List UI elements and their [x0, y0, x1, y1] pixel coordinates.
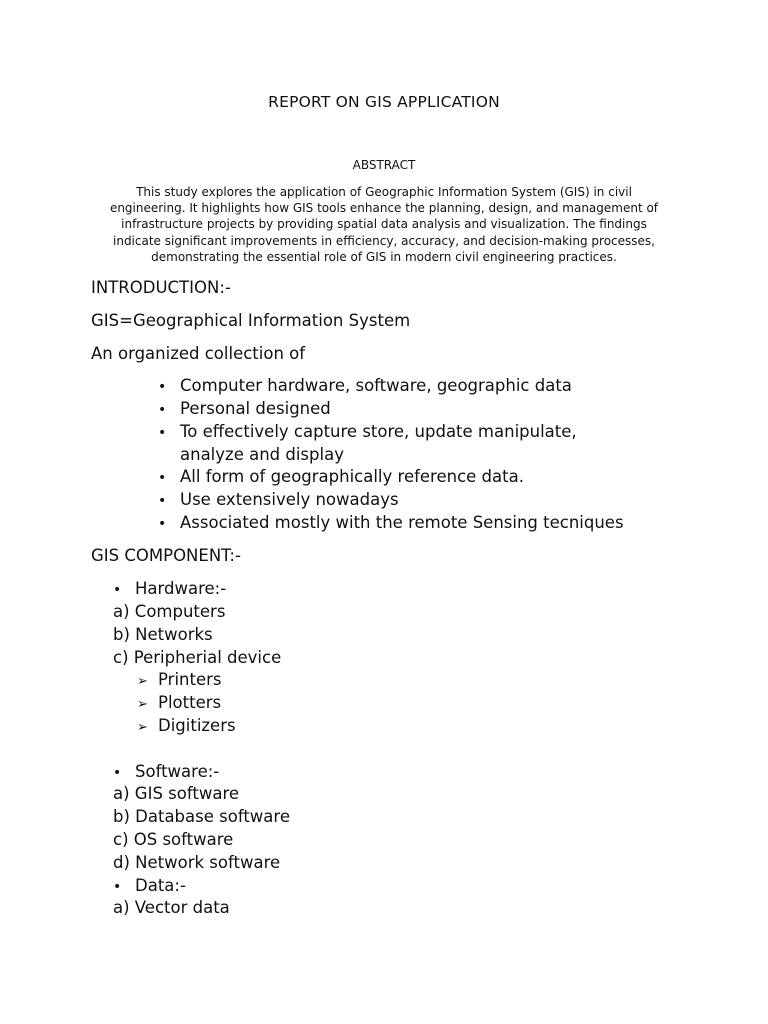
abstract-line: infrastructure projects by providing spatial data analysis and visualization. The findings	[121, 217, 647, 232]
peripheral-text: Plotters	[158, 693, 222, 712]
bullet-icon: •	[113, 582, 122, 598]
hardware-label	[113, 578, 226, 602]
hardware-item: a) Computers	[113, 602, 226, 621]
software-item: c) OS software	[113, 830, 234, 849]
arrow-bullet-icon: ➢	[137, 720, 148, 735]
intro-bullet-item	[158, 512, 624, 536]
bullet-icon: •	[113, 765, 122, 781]
gis-component-heading: GIS COMPONENT:-	[91, 546, 241, 565]
software-label-text: Software:-	[135, 762, 220, 781]
peripheral-text: Printers	[158, 670, 222, 689]
bullet-text: Computer hardware, software, geographic data	[180, 376, 572, 395]
bullet-text: Associated mostly with the remote Sensing tecniques	[180, 513, 624, 532]
introduction-heading: INTRODUCTION:-	[91, 278, 231, 297]
bullet-text: Personal designed	[180, 399, 331, 418]
bullet-icon: •	[158, 470, 167, 486]
intro-bullet-item	[158, 421, 577, 445]
peripheral-item	[137, 692, 221, 717]
bullet-text: Use extensively nowadays	[180, 490, 399, 509]
peripheral-text: Digitizers	[158, 716, 236, 735]
abstract-line: engineering. It highlights how GIS tools enhance the planning, design, and management of	[109, 201, 659, 216]
arrow-bullet-icon: ➢	[137, 697, 148, 712]
software-item: d) Network software	[113, 853, 281, 872]
intro-bullet-item	[158, 489, 399, 513]
hardware-label-text: Hardware:-	[135, 579, 227, 598]
hardware-item: c) Peripherial device	[113, 648, 282, 667]
intro-bullet-item	[158, 398, 331, 422]
bullet-icon: •	[113, 879, 122, 895]
data-label-text: Data:-	[135, 876, 186, 895]
bullet-icon: •	[158, 493, 167, 509]
data-label	[113, 875, 186, 899]
bullet-continuation-text: analyze and display	[180, 445, 344, 464]
abstract-body	[90, 184, 678, 265]
software-item: b) Database software	[113, 807, 290, 826]
peripheral-item	[137, 669, 222, 694]
bullet-icon: •	[158, 379, 167, 395]
bullet-icon: •	[158, 516, 167, 532]
software-label	[113, 761, 219, 785]
peripheral-item	[137, 715, 236, 740]
report-title: REPORT ON GIS APPLICATION	[268, 93, 500, 111]
intro-bullet-item	[158, 375, 572, 399]
abstract-line: demonstrating the essential role of GIS in modern civil engineering practices.	[151, 249, 617, 264]
gis-definition: GIS=Geographical Information System	[91, 311, 411, 330]
arrow-bullet-icon: ➢	[137, 674, 148, 689]
abstract-line: indicate significant improvements in efficiency, accuracy, and decision-making processes,	[113, 233, 655, 248]
abstract-line: This study explores the application of Geographic Information System (GIS) in civil	[136, 185, 632, 199]
bullet-icon: •	[158, 425, 167, 441]
intro-bullet-item	[158, 466, 524, 490]
bullet-icon: •	[158, 402, 167, 418]
software-item: a) GIS software	[113, 784, 240, 803]
intro-lead-text: An organized collection of	[91, 344, 306, 363]
bullet-text: To effectively capture store, update manipulate,	[180, 422, 577, 441]
abstract-heading: ABSTRACT	[352, 158, 416, 172]
bullet-text: All form of geographically reference data.	[180, 467, 524, 486]
data-item: a) Vector data	[113, 898, 230, 917]
hardware-item: b) Networks	[113, 625, 213, 644]
